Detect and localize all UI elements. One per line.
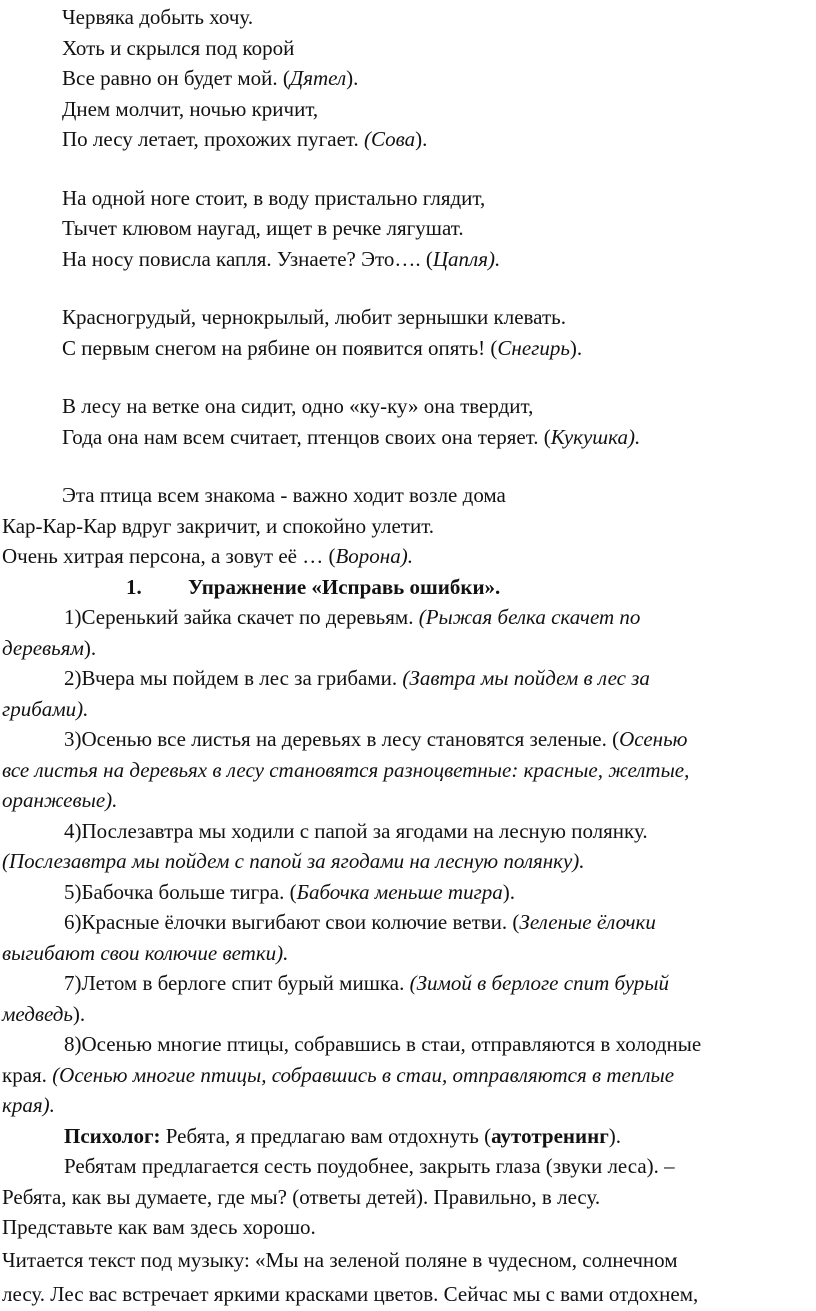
speech-tail: ). (608, 1123, 621, 1148)
wrong-sentence: 1)Серенький зайка скачет по деревьям. (64, 605, 419, 629)
riddle-line: Хоть и скрылся под корой (62, 35, 295, 60)
exercise-item-7 (0, 968, 816, 999)
correct-sentence: медведь (2, 1001, 73, 1026)
wrong-sentence: 6)Красные ёлочки выгибают свои колючие ветви. ( (64, 910, 520, 934)
correct-sentence: (Зимой в берлоге спит бурый (409, 971, 670, 995)
blank-line (0, 363, 816, 391)
riddle-text: Все равно он будет мой. ( (62, 66, 290, 90)
speaker-label: Психолог: (64, 1123, 161, 1148)
exercise-item-8: 8)Осенью многие птицы, собравшись в стаи, отправляются в холодные (64, 1032, 702, 1056)
psychologist-line (0, 1121, 816, 1152)
wrong-sentence: 5)Бабочка больше тигра. ( (64, 879, 297, 904)
riddle-line: Днем молчит, ночью кричит, (62, 96, 319, 121)
riddle-answer: (Сова (364, 127, 416, 151)
riddle-line (0, 124, 816, 155)
correct-sentence: (Осенью многие птицы, собравшись в стаи, отправляются в теплые (52, 1062, 675, 1087)
paragraph-line: лесу. Лес вас встречает яркими красками цветов. Сейчас мы с вами отдохнем, (2, 1281, 699, 1306)
correct-sentence: (Завтра мы пойдем в лес за (402, 666, 650, 690)
riddle-line: Кар-Кар-Кар вдруг закричит, и спокойно улетит. (2, 513, 435, 538)
riddle-line: На одной ноге стоит, в воду пристально глядит, (62, 185, 486, 210)
riddle-line (0, 244, 816, 275)
riddle-answer: Кукушка). (550, 424, 641, 449)
riddle-line: Червяка добыть хочу. (62, 5, 254, 29)
riddle-answer: Дятел (289, 66, 347, 90)
exercise-item-1 (0, 602, 816, 633)
riddle-text: С первым снегом на рябине он появится опять! ( (62, 335, 498, 360)
riddle-tail: ). (415, 127, 428, 151)
correct-sentence: Осенью (619, 727, 688, 751)
exercise-heading (0, 572, 816, 603)
correct-sentence: (Рыжая белка скачет по (418, 605, 641, 629)
exercise-item-2 (0, 663, 816, 694)
speech-text: Ребята, я предлагаю вам отдохнуть ( (160, 1123, 492, 1148)
exercise-item-1-cont (0, 633, 816, 664)
correct-sentence: Бабочка меньше тигра (296, 879, 503, 904)
riddle-line: Тычет клювом наугад, ищет в речке лягушат. (62, 216, 464, 240)
paragraph-line: Ребята, как вы думаете, где мы? (ответы детей). Правильно, в лесу. (2, 1184, 601, 1209)
riddle-line (0, 63, 816, 94)
exercise-item-4: 4)Послезавтра мы ходили с папой за ягодами на лесную полянку. (64, 818, 648, 843)
exercise-item-6-cont: выгибают свои колючие ветки). (2, 940, 289, 965)
exercise-item-5 (0, 877, 816, 908)
exercise-item-3-cont: оранжевые). (2, 788, 118, 812)
blank-line (0, 274, 816, 302)
paragraph-line: Читается текст под музыку: «Мы на зеленой поляне в чудесном, солнечном (2, 1247, 678, 1272)
riddle-text: Очень хитрая персона, а зовут её … ( (2, 544, 336, 568)
blank-line (0, 155, 816, 183)
sentence-tail: ). (502, 879, 516, 904)
exercise-item-8-cont: края). (2, 1093, 55, 1117)
exercise-number: 1. (126, 574, 142, 599)
riddle-line (0, 333, 816, 364)
riddle-line: Эта птица всем знакома - важно ходит возле дома (62, 483, 506, 507)
exercise-title: Упражнение «Исправь ошибки». (188, 574, 501, 599)
blank-line (0, 452, 816, 480)
exercise-item-7-cont (0, 999, 816, 1030)
exercise-item-3 (0, 724, 816, 755)
exercise-item-6 (0, 907, 816, 938)
correct-sentence: деревьям (2, 635, 84, 660)
riddle-line (0, 422, 816, 453)
riddle-answer: Цапля). (432, 246, 501, 271)
wrong-sentence: края. (2, 1062, 53, 1087)
paragraph-line: Ребятам предлагается сесть поудобнее, закрыть глаза (звуки леса). – (64, 1154, 675, 1178)
riddle-tail: ). (569, 335, 583, 360)
riddle-text: Года она нам всем считает, птенцов своих она теряет. ( (62, 424, 551, 449)
exercise-item-3-cont: все листья на деревьях в лесу становятся разноцветные: красные, желтые, (2, 757, 690, 782)
wrong-sentence: 2)Вчера мы пойдем в лес за грибами. (64, 666, 403, 690)
riddle-line: В лесу на ветке она сидит, одно «ку-ку» она твердит, (62, 394, 534, 418)
riddle-line (0, 541, 816, 572)
sentence-tail: ). (83, 635, 97, 660)
sentence-tail: ). (72, 1001, 86, 1026)
riddle-line: Красногрудый, чернокрылый, любит зернышки клевать. (62, 305, 566, 329)
paragraph-line: Представьте как вам здесь хорошо. (2, 1215, 316, 1239)
wrong-sentence: 7)Летом в берлоге спит бурый мишка. (64, 971, 410, 995)
riddle-tail: ). (346, 66, 359, 90)
riddle-text: По лесу летает, прохожих пугает. (62, 127, 364, 151)
exercise-item-8-cont (0, 1060, 816, 1091)
riddle-answer: Снегирь (497, 335, 570, 360)
exercise-item-4-cont: (Послезавтра мы пойдем с папой за ягодами на лесную полянку). (2, 849, 585, 873)
riddle-answer: Ворона). (335, 544, 413, 568)
wrong-sentence: 3)Осенью все листья на деревьях в лесу становятся зеленые. ( (64, 727, 620, 751)
bold-term: аутотренинг (491, 1123, 609, 1148)
riddle-text: На носу повисла капля. Узнаете? Это…. ( (62, 246, 433, 271)
exercise-item-2-cont: грибами). (2, 696, 89, 721)
correct-sentence: Зеленые ёлочки (519, 910, 656, 934)
